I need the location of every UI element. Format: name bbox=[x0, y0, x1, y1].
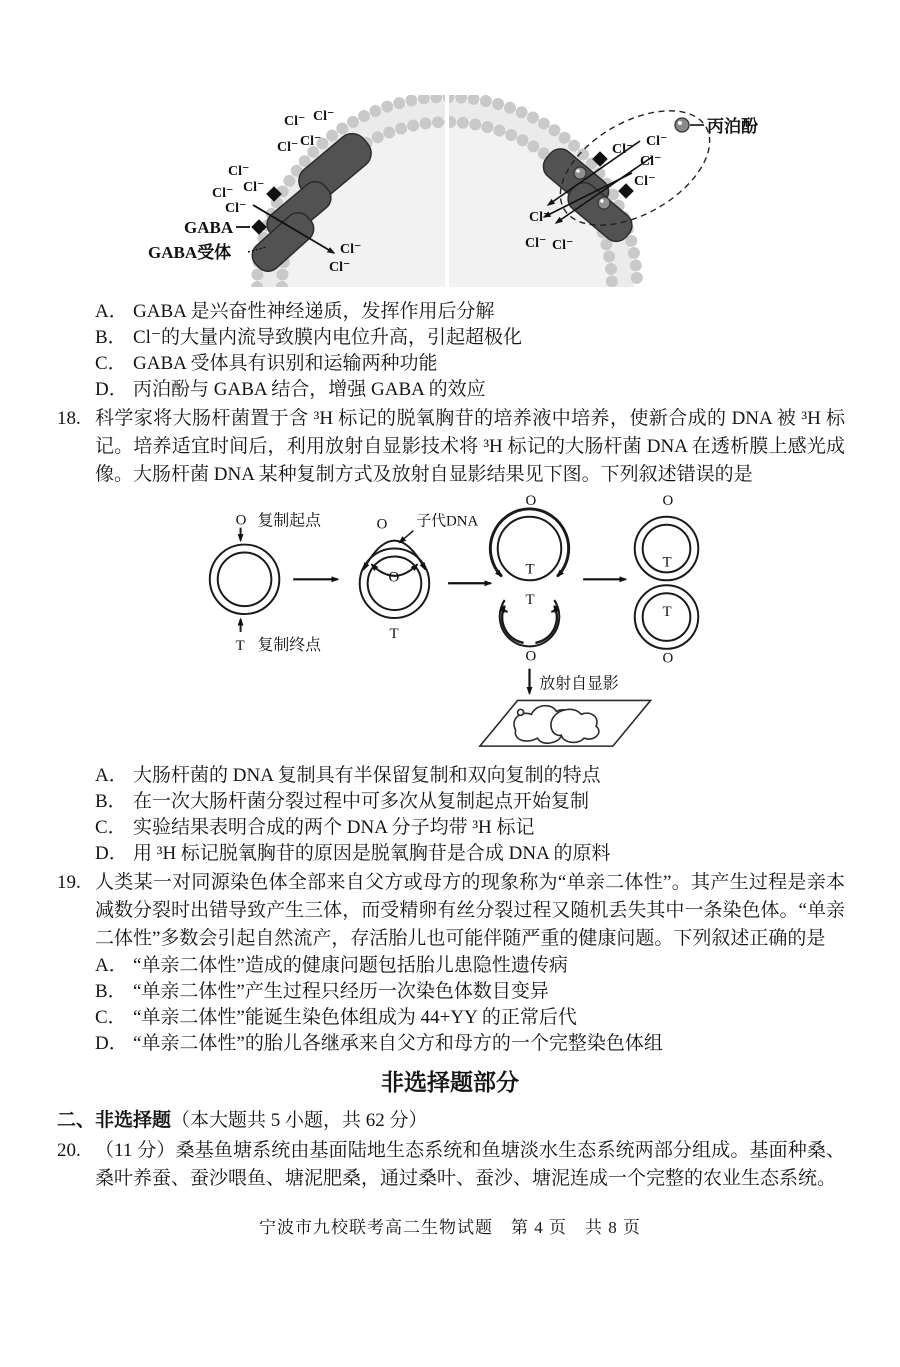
section-2-heading: 二、非选择题 bbox=[57, 1110, 172, 1131]
option-text: GABA 是兴奋性神经递质，发挥作用后分解 bbox=[133, 301, 495, 322]
cl-ion-label: Cl⁻ bbox=[313, 109, 335, 124]
question-stem bbox=[95, 1137, 845, 1193]
terminus-label: 复制终点 bbox=[257, 636, 321, 654]
question-stem: 科学家将大肠杆菌置于含 ³H 标记的脱氧胸苷的培养液中培养，使新合成的 DNA 被 ³H 标记。培养适宜时间后，利用放射自显影技术将 ³H 标记的大肠杆菌 DNA 在透析膜上感光成像。大肠杆菌 DNA 某种复制方式及放射自显影结果见下图。下列叙述错误的是 bbox=[95, 408, 845, 485]
replication-arc bbox=[490, 509, 529, 577]
origin-letter: O bbox=[662, 650, 674, 667]
cl-ion-label: Cl⁻ bbox=[525, 236, 547, 251]
autoradiography-label: 放射自显影 bbox=[539, 675, 619, 693]
page-footer: 宁波市九校联考高二生物试题 第 4 页 共 8 页 bbox=[259, 1218, 641, 1237]
option-text: 在一次大肠杆菌分裂过程中可多次从复制起点开始复制 bbox=[133, 791, 590, 812]
terminus-letter: T bbox=[662, 604, 672, 621]
cl-ion-label: Cl⁻ bbox=[212, 186, 234, 201]
origin-letter: O bbox=[525, 648, 537, 665]
option-label: D． bbox=[95, 379, 128, 400]
q17-options bbox=[95, 299, 845, 403]
exposure-dot bbox=[518, 709, 524, 715]
cl-ion-label: Cl⁻ bbox=[640, 154, 662, 169]
option-label: A． bbox=[95, 301, 128, 322]
daughter-label-arrow bbox=[399, 531, 413, 543]
q18-options bbox=[95, 763, 845, 867]
dna-circle bbox=[210, 545, 279, 615]
section-2-heading-row bbox=[0, 1107, 900, 1135]
gaba-receptor-label: GABA受体 bbox=[148, 243, 232, 262]
figure-divider bbox=[445, 95, 449, 287]
cl-ion-label: Cl⁻ bbox=[243, 180, 265, 195]
cl-ion-label: Cl⁻ bbox=[340, 242, 362, 257]
question-text: 桑基鱼塘系统由基面陆地生态系统和鱼塘淡水生态系统两部分组成。基面种桑、桑叶养蚕、蚕沙喂鱼、塘泥肥桑，通过桑叶、蚕沙、塘泥连成一个完整的农业生态系统。 bbox=[95, 1140, 845, 1189]
cl-ion-label: Cl⁻ bbox=[529, 210, 551, 225]
option-text: GABA 受体具有识别和运输两种功能 bbox=[133, 353, 438, 374]
cl-ion-label: Cl⁻ bbox=[277, 140, 299, 155]
q19-options bbox=[95, 953, 845, 1057]
option-text: “单亲二体性”能诞生染色体组成为 44+YY 的正常后代 bbox=[133, 1007, 577, 1028]
option-label: B． bbox=[95, 327, 127, 348]
option-label: C． bbox=[95, 817, 127, 838]
option-label: C． bbox=[95, 1007, 127, 1028]
option-text: 实验结果表明合成的两个 DNA 分子均带 ³H 标记 bbox=[133, 817, 535, 838]
cl-ion-label: Cl⁻ bbox=[552, 238, 574, 253]
daughter-dna-label: 子代DNA bbox=[416, 513, 479, 530]
propofol-highlight bbox=[576, 169, 579, 172]
option-label: D． bbox=[95, 1033, 128, 1054]
gaba-label: GABA bbox=[184, 218, 234, 237]
section-2-note: （本大题共 5 小题，共 62 分） bbox=[171, 1110, 428, 1131]
option-text: “单亲二体性”的胎儿各继承来自父方和母方的一个完整染色体组 bbox=[133, 1033, 663, 1054]
option-row bbox=[95, 377, 845, 403]
option-row bbox=[95, 953, 845, 979]
cl-ion-label: Cl⁻ bbox=[225, 201, 247, 216]
option-row bbox=[95, 1031, 845, 1057]
option-label: C． bbox=[95, 353, 127, 374]
origin-letter: O bbox=[235, 512, 247, 529]
option-label: B． bbox=[95, 981, 127, 1002]
option-row bbox=[95, 763, 845, 789]
option-text: “单亲二体性”产生过程只经历一次染色体数目变异 bbox=[133, 981, 549, 1002]
question-19 bbox=[0, 869, 900, 953]
terminus-letter: T bbox=[662, 554, 672, 571]
cl-ion-label: Cl⁻ bbox=[646, 134, 668, 149]
origin-letter: O bbox=[376, 516, 388, 533]
question-score: （11 分） bbox=[95, 1140, 176, 1161]
question-number: 19. bbox=[57, 872, 81, 893]
gaba-membrane-figure bbox=[148, 95, 900, 293]
propofol-icon-highlight bbox=[678, 121, 682, 125]
propofol-molecule-icon bbox=[598, 197, 610, 209]
option-row bbox=[95, 979, 845, 1005]
dna-replication-figure bbox=[182, 491, 900, 759]
terminus-letter: T bbox=[525, 561, 535, 578]
option-text: 大肠杆菌的 DNA 复制具有半保留复制和双向复制的特点 bbox=[133, 765, 601, 786]
cl-ion-label: Cl⁻ bbox=[228, 164, 250, 179]
propofol-label: 丙泊酚 bbox=[707, 117, 758, 136]
terminus-letter: T bbox=[525, 592, 535, 609]
option-row bbox=[95, 1005, 845, 1031]
terminus-letter: T bbox=[389, 625, 399, 642]
cl-ion-label: Cl⁻ bbox=[612, 142, 634, 157]
propofol-molecule-icon bbox=[574, 167, 586, 179]
cl-ion-label: Cl⁻ bbox=[300, 134, 322, 149]
option-row bbox=[95, 351, 845, 377]
terminus-letter: T bbox=[235, 637, 245, 654]
origin-letter: O bbox=[525, 492, 537, 509]
propofol-highlight bbox=[600, 199, 603, 202]
cl-ion-label: Cl⁻ bbox=[329, 260, 351, 275]
option-label: B． bbox=[95, 791, 127, 812]
option-label: A． bbox=[95, 955, 128, 976]
option-row bbox=[95, 325, 845, 351]
question-number: 20. bbox=[57, 1140, 81, 1161]
membrane-figure-svg bbox=[148, 95, 808, 287]
question-number: 18. bbox=[57, 408, 81, 429]
dna-stage-1 bbox=[210, 528, 279, 632]
origin-letter: O bbox=[662, 492, 674, 509]
replication-arc bbox=[530, 509, 569, 577]
gaba-molecule-icon bbox=[618, 183, 634, 199]
question-18 bbox=[0, 405, 900, 489]
origin-letter: O bbox=[388, 569, 400, 586]
option-text: 用 ³H 标记脱氧胸苷的原因是脱氧胸苷是合成 DNA 的原料 bbox=[133, 843, 611, 864]
autoradiograph-film bbox=[480, 700, 651, 746]
dna-figure-svg bbox=[182, 491, 738, 753]
option-text: Cl⁻的大量内流导致膜内电位升高，引起超极化 bbox=[133, 327, 522, 348]
section-title: 非选择题部分 bbox=[381, 1070, 519, 1095]
cl-ion-label: Cl⁻ bbox=[634, 174, 656, 189]
propofol-icon bbox=[675, 118, 689, 132]
dna-stage-3 bbox=[490, 509, 568, 647]
dna-circle bbox=[635, 517, 699, 581]
option-text: “单亲二体性”造成的健康问题包括胎儿患隐性遗传病 bbox=[133, 955, 568, 976]
question-20 bbox=[0, 1137, 900, 1193]
option-row bbox=[95, 841, 845, 867]
question-stem: 人类某一对同源染色体全部来自父方或母方的现象称为“单亲二体性”。其产生过程是亲本减数分裂时出错导致产生三体，而受精卵有丝分裂过程又随机丢失其中一条染色体。“单亲二体性”多数会引起自然流产，存活胎儿也可能伴随严重的健康问题。下列叙述正确的是 bbox=[95, 872, 845, 949]
option-row bbox=[95, 299, 845, 325]
option-label: D． bbox=[95, 843, 128, 864]
option-label: A． bbox=[95, 765, 128, 786]
cl-ion-label: Cl⁻ bbox=[284, 114, 306, 129]
dna-circle bbox=[218, 553, 272, 607]
option-row bbox=[95, 789, 845, 815]
option-row bbox=[95, 815, 845, 841]
option-text: 丙泊酚与 GABA 结合，增强 GABA 的效应 bbox=[133, 379, 486, 400]
origin-label: 复制起点 bbox=[257, 512, 321, 530]
dna-stage-4 bbox=[635, 517, 699, 649]
